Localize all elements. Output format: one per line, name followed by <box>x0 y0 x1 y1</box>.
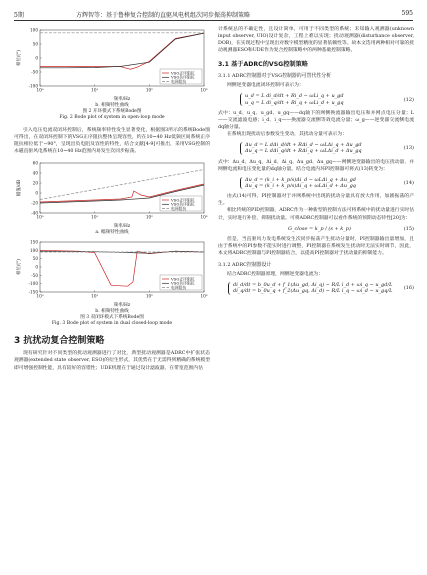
fig3a-legend-label: VSG正序阻抗 <box>171 197 195 203</box>
fig3b-legend-label: VSG正序阻抗 <box>171 276 195 282</box>
fig2-ytick-label: 50 <box>32 41 38 47</box>
figure-2 <box>14 26 210 121</box>
fig3b-xtick-label: 10³ <box>200 293 208 299</box>
eq13-number: (13) <box>403 145 414 152</box>
fig3b-ytick-label: 0 <box>35 264 38 270</box>
fig3a-subcaption: a. 幅频特性曲线 <box>95 230 129 236</box>
page-issue: 5期 <box>14 12 24 19</box>
fig3b-subcaption: b. 相频特性曲线 <box>95 309 129 315</box>
fig3b-ytick-label: 100 <box>30 248 38 254</box>
fig2-ytick-label: -50 <box>31 69 38 75</box>
fig2-legend-label: VSG正序阻抗 <box>171 70 195 76</box>
fig3b-legend-label: 电网阻抗 <box>171 285 187 291</box>
eq16-line2: di_q/dt = b_0u_q + f_2(Δu_gq, Δi_d) − R/L i_q − ωi_d − u_gq/L <box>233 288 393 295</box>
eq14-number: (14) <box>403 180 414 187</box>
fig3a-ytick-label: -20 <box>31 200 38 206</box>
fig3a-ytick-label: 0 <box>35 190 38 196</box>
fig3a-xtick-label: 10² <box>145 214 153 220</box>
paragraph-open-loop: 引入电压电流双闭环控制后，系统频率特性发生显著变化，根据图3所示的系统Bode图可得出，在双闭环控制下的VSG正序阻抗整体呈现容性，约在10~40 Hz低频区间系统正序阻抗相位低于−90°，呈现出负电阻及容性的特性，结合文献[4-9]可推出，采用VSG控制的永磁直驱风电系统在10~40 Hz范围内易发生次同步振荡。 <box>14 128 210 155</box>
fig2-xtick-label: 10¹ <box>91 87 99 93</box>
eq12-line1: u_d = L di_d/dt + Ri_d − ωLi_q + u_gd <box>245 93 344 100</box>
fig2-ylabel: 相位/(°) <box>17 50 22 66</box>
paragraph-observer: 计系统总的不确定性，且设计简单，可用于不同类型的系统；未知输入观测器(unknown input observer, UIO)设计复杂，工程上难以实现；扰动观测器(disturbance observer, DOB)，在实现过程中呈现出对数字模型精度的显著依赖性等。故本文选用两种相对可靠的扰动观测器ESO和UDE作为复合控制策略中的两种基础控制策略。 <box>218 27 414 54</box>
eq15-body: G_close = k_p / (s + k_p) <box>288 225 351 232</box>
fig3a-ytick-label: -40 <box>31 210 38 216</box>
equation-15 <box>218 226 414 232</box>
fig2-ytick-label: 100 <box>30 27 38 33</box>
eq16-line1: di_d/dt = b_0u_d + f_1(Δu_gd, Δi_q) − R/L i_d + ωi_q − u_gd/L <box>233 282 393 289</box>
eq13-line2: Δu_q = L dΔi_q/dt + RΔi_q + ωLΔi_d + Δu_gq <box>245 148 362 155</box>
eq14-line2: Δu_q = (k_i + k_p/s)Δi_q + ωLΔi_d + Δu_gq <box>245 183 356 190</box>
fig3-magnitude-chart <box>14 159 210 229</box>
fig2-legend-label: 电网阻抗 <box>171 79 187 84</box>
fig3a-series-line-3 <box>40 170 204 200</box>
fig2-series-line-2 <box>40 33 204 68</box>
fig3b-ytick-label: 50 <box>32 256 38 262</box>
fig3a-xtick-label: 10⁰ <box>36 214 44 220</box>
running-title: 方辉智等：基于鲁棒复合控制的直驱风电机组次同步振荡抑制策略 <box>76 12 251 19</box>
section-3-paragraph: 现有研究针对不同类型的扰动观测器进行了对比，典型扰动观测器是ADRC中扩张状态观测器(extended state observer, ESO)的衍生形式，其优势在于无需得到精确的系统模型即可增强控制性能，具有较好的容错性；UDE机理在于通过设计滤波器，在带宽范围内估 <box>14 351 210 371</box>
right-column <box>218 26 414 299</box>
fig2-ytick-label: 0 <box>35 55 38 61</box>
paragraph-adrc-design: 结合ADRC控制器原理，网侧逆变器电流为： <box>227 272 324 278</box>
eq14-line1: Δu_d = (k_i + k_p/s)Δi_d − ωLΔi_q + Δu_gd <box>245 176 356 183</box>
fig3b-xtick-label: 10⁰ <box>36 293 44 299</box>
fig2-xtick-label: 10³ <box>200 87 208 93</box>
fig2-xlabel: 频率/Hz <box>113 97 131 102</box>
fig3a-ytick-label: 40 <box>32 170 38 176</box>
fig2-caption-cn: 图 2 开环模式下系统Bode图 <box>82 109 142 114</box>
equation-13 <box>218 142 414 154</box>
fig3-caption-cn: 图 3 双闭环模式下系统Bode图 <box>80 315 144 321</box>
fig3b-legend-label: VSG负序阻抗 <box>171 281 195 287</box>
fig3b-ytick-label: -150 <box>28 289 38 295</box>
equation-14 <box>218 177 414 189</box>
fig3b-ytick-label: -50 <box>31 273 38 279</box>
paragraph-current-loop: 网侧逆变器电流闭环控制可表示为： <box>227 83 304 89</box>
fig2-phase-chart <box>14 26 210 102</box>
section-3-title: 3 抗扰动复合控制策略 <box>14 336 105 347</box>
running-header <box>14 8 413 21</box>
fig2-caption-en: Fig. 2 Bode plot of system in open-loop mode <box>59 115 165 120</box>
fig3a-xtick-label: 10³ <box>200 214 208 220</box>
paragraph-definitions: 式中：u_d、u_q、u_gd、u_gq——dq轴下的网侧换流器输出电压和并网点电压分量；L——交流滤波电感；i_d、i_q——换流器交流侧等效电流分量；ω_g——逆变器交流侧电流dq轴分量。 <box>218 110 414 131</box>
fig3a-ytick-label: 20 <box>32 180 38 186</box>
paragraph-pi-adrc: 但是，当直驱风力发电系统发生次同步振荡产生扰动分量时，PI控制器输出量增加，且由于系统中的PI参数不能实时进行调整，PI控制器在系统发生扰动时无法实时调节，因此，本文将ADRC控制器与PI控制器结合，以提高PI控制器对于扰动量的抑制能力。 <box>218 236 414 257</box>
fig2-ytick-label: -100 <box>28 83 38 89</box>
fig2-subcaption: b. 相频特性曲线 <box>95 103 129 108</box>
fig2-legend-label: VSG负序阻抗 <box>171 74 195 80</box>
fig3b-xtick-label: 10² <box>145 293 153 299</box>
eq13-line1: Δu_d = L dΔi_d/dt + RΔi_d − ωLΔi_q + Δu_gd <box>245 142 362 149</box>
fig3a-legend-label: 电网阻抗 <box>171 206 187 212</box>
eq15-number: (15) <box>403 225 414 232</box>
fig3a-xtick-label: 10¹ <box>91 214 99 220</box>
equation-16 <box>218 282 414 294</box>
section-3-1-2-title: 3.1.2 ADRC控制器设计 <box>218 262 272 269</box>
eq12-number: (12) <box>403 96 414 103</box>
fig3b-ytick-label: 150 <box>30 239 38 245</box>
fig3a-xlabel: 频率/Hz <box>113 224 131 230</box>
fig3-caption-en: Fig. 3 Bode plot of system in dual closed-loop mode <box>51 321 173 327</box>
fig3b-ytick-label: -100 <box>28 281 38 287</box>
paragraph-adrc: 相比传统的PID控制器，ADRC作为一种新型的控制方法可将系统中的扰动量进行实时估计，实时进行补偿，抑制扰动量。可将ADRC控制器可以看作系统的预期动态特性[20]为： <box>218 208 414 221</box>
fig3a-ylabel: 幅值/dB <box>17 180 22 197</box>
fig3-phase-chart <box>14 238 210 308</box>
fig2-xtick-label: 10⁰ <box>36 87 44 93</box>
fig3b-xtick-label: 10¹ <box>91 293 99 299</box>
page-number: 595 <box>401 10 413 17</box>
fig3a-ytick-label: 60 <box>32 160 38 166</box>
equation-12 <box>218 93 414 105</box>
fig2-xtick-label: 10² <box>145 87 153 93</box>
left-column <box>14 26 210 372</box>
paragraph-disturbance: 在系统出现扰动后参数发生变动，其扰动分量可表示为： <box>227 132 347 138</box>
section-3-1-1-title: 3.1.1 ADRC控制器对于VSG控制器的可替代性分析 <box>218 73 332 80</box>
section-3-1-title: 3.1 基于ADRC的VSG控制策略 <box>218 61 308 69</box>
paragraph-definitions-2: 式中：Δu_d、Δu_q、Δi_d、Δi_q、Δu_gd、Δu_gq——网侧逆变器输出的电压扰动量、并网侧电流和电压变化量的dq轴分量。结合电流内环PI控制器可将式(13)转变为： <box>218 159 414 172</box>
fig3b-xlabel: 频率/Hz <box>113 303 131 309</box>
figure-3 <box>14 159 210 327</box>
paragraph-pi-amplify: 由式(14)可得，PI控制器对于并网系统中出现的扰动分量具有放大作用，加剧振荡的产生。 <box>218 194 414 207</box>
fig3a-legend-label: VSG负序阻抗 <box>171 202 195 208</box>
fig3b-ylabel: 相位/(°) <box>17 259 22 276</box>
eq16-number: (16) <box>403 285 414 292</box>
eq12-line2: u_q = L di_q/dt + Ri_q + ωLi_d + u_gq <box>245 99 344 106</box>
